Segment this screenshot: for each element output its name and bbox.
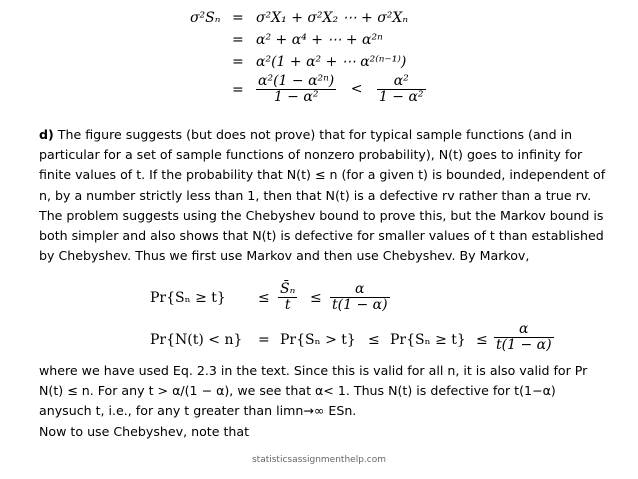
eq-sign: =: [258, 332, 270, 348]
markov-mid-fraction: $\frac{\text{S̄ₙ}}{t}$: [280, 281, 296, 313]
paragraph-conclusion: [39, 361, 607, 442]
variance-rhs-3: α²(1 + α² + ⋯ α²⁽ⁿ⁻¹⁾): [256, 54, 407, 70]
leq-sign: ≤: [476, 332, 488, 348]
paragraph-d: [39, 125, 607, 266]
eq-sign: =: [232, 32, 244, 48]
leq-sign: ≤: [368, 332, 380, 348]
footer-watermark: statisticsassignmenthelp.com: [251, 455, 386, 465]
markov-rhs-fraction-2: $\frac{\alpha}{t(1 - \alpha)}$: [496, 321, 552, 353]
markov-equation: [150, 281, 552, 360]
variance-rhs-1: σ²X₁ + σ²X₂ ⋯ + σ²Xₙ: [256, 10, 409, 26]
eq-sign: =: [232, 10, 244, 26]
markov-lhs: Pr{Sₙ ≥ t}: [150, 290, 226, 306]
variance-lhs: σ²Sₙ: [190, 10, 221, 26]
eq-sign: =: [232, 54, 244, 70]
variance-bound-fraction: $\frac{\text{α²}}{\text{1 − α²}}$: [378, 73, 424, 105]
variance-rhs-2: α² + α⁴ + ⋯ + α²ⁿ: [256, 32, 383, 48]
variance-fraction: $\frac{\text{α²(1 − α²ⁿ)}}{\text{1 − α²}}$: [258, 73, 335, 105]
conclusion-line-4: Now to use Chebyshev, note that: [39, 423, 250, 439]
markov-mid-3: Pr{Sₙ ≥ t}: [390, 332, 466, 348]
part-label: d): [39, 127, 54, 142]
markov-mid-2: Pr{Sₙ > t}: [280, 332, 356, 348]
paragraph-d-text: The figure suggests (but does not prove) that for typical sample functions (and in particular for a set of sample functions of nonzero probability), N(t) goes to infinity for finite values of t. If the probability that N(t) ≤ n (for a given t) is bounded, independent of n, by a number strictly less than 1, then that N(t) is a defective rv rather than a true rv.: [39, 127, 606, 203]
variance-equation: [190, 8, 430, 116]
conclusion-line-1: where we have used Eq. 2.3 in the text. Since this is valid for all n, it is also valid for Pr: [39, 363, 588, 378]
leq-sign: ≤: [310, 290, 322, 306]
less-than-sign: <: [350, 81, 363, 98]
conclusion-line-2: N(t) ≤ n. For any t > α/(1 − α), we see that α< 1. Thus N(t) is defective for t(1−α): [39, 383, 556, 399]
markov-lhs-2: Pr{N(t) < n}: [150, 332, 243, 348]
leq-sign: ≤: [258, 290, 270, 306]
paragraph-markov-text: The problem suggests using the Chebyshev bound to prove this, but the Markov bound is both simpler and also shows that N(t) is defective for smaller values of t than established by Chebyshev. Thus we first use Markov and then use Chebyshev. By Markov,: [39, 207, 604, 264]
eq-sign: =: [232, 82, 244, 98]
markov-rhs-fraction: $\frac{\alpha}{t(1 - \alpha)}$: [332, 281, 388, 313]
conclusion-line-3: anysuch t, i.e., for any t greater than limn→∞ ESn.: [39, 403, 357, 419]
